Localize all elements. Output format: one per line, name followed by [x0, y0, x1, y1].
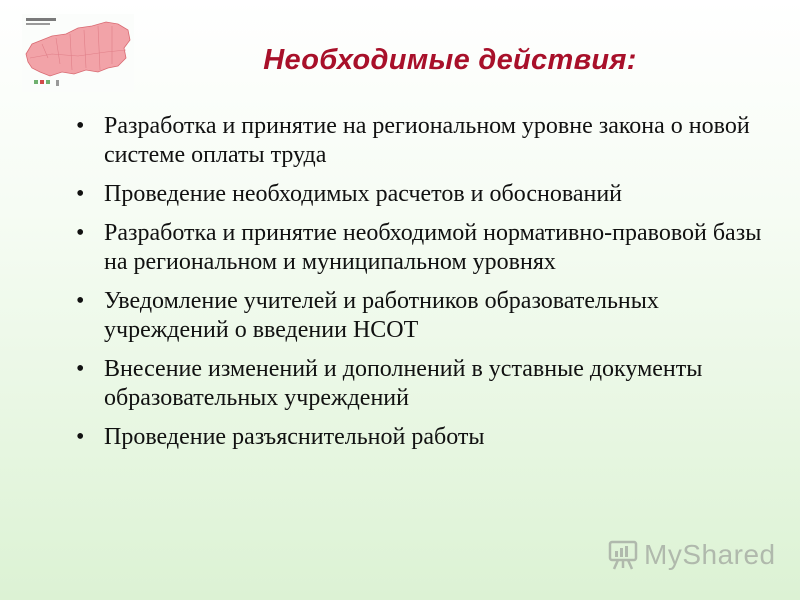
russia-map-icon — [22, 14, 134, 92]
bullet-item — [72, 355, 762, 413]
bullet-item — [72, 112, 762, 170]
bullet-item — [72, 219, 762, 277]
bullet-text: Уведомление учителей и работников образовательных учреждений о введении НСОТ — [104, 288, 659, 343]
bullet-icon: • — [76, 113, 85, 139]
bullet-text: Внесение изменений и дополнений в уставные документы образовательных учреждений — [104, 356, 703, 411]
bullet-icon: • — [76, 288, 85, 314]
bullet-text: Проведение разъяснительной работы — [104, 424, 485, 450]
bullet-item — [72, 423, 762, 452]
bullet-item — [72, 180, 762, 209]
slide-title: Необходимые действия: — [263, 44, 637, 76]
bullet-icon: • — [76, 220, 85, 246]
bullet-icon: • — [76, 181, 85, 207]
bullet-text: Разработка и принятие необходимой нормативно-правовой базы на региональном и муниципальном уровнях — [104, 220, 762, 275]
watermark[interactable] — [606, 536, 776, 574]
watermark-text: MyShared — [644, 539, 776, 570]
bullet-text: Разработка и принятие на региональном уровне закона о новой системе оплаты труда — [104, 113, 750, 168]
bullet-item — [72, 287, 762, 345]
bullet-text: Проведение необходимых расчетов и обоснований — [104, 181, 623, 207]
bullet-list — [72, 112, 762, 462]
presentation-board-icon — [606, 538, 640, 572]
bullet-icon: • — [76, 424, 85, 450]
bullet-icon: • — [76, 356, 85, 382]
